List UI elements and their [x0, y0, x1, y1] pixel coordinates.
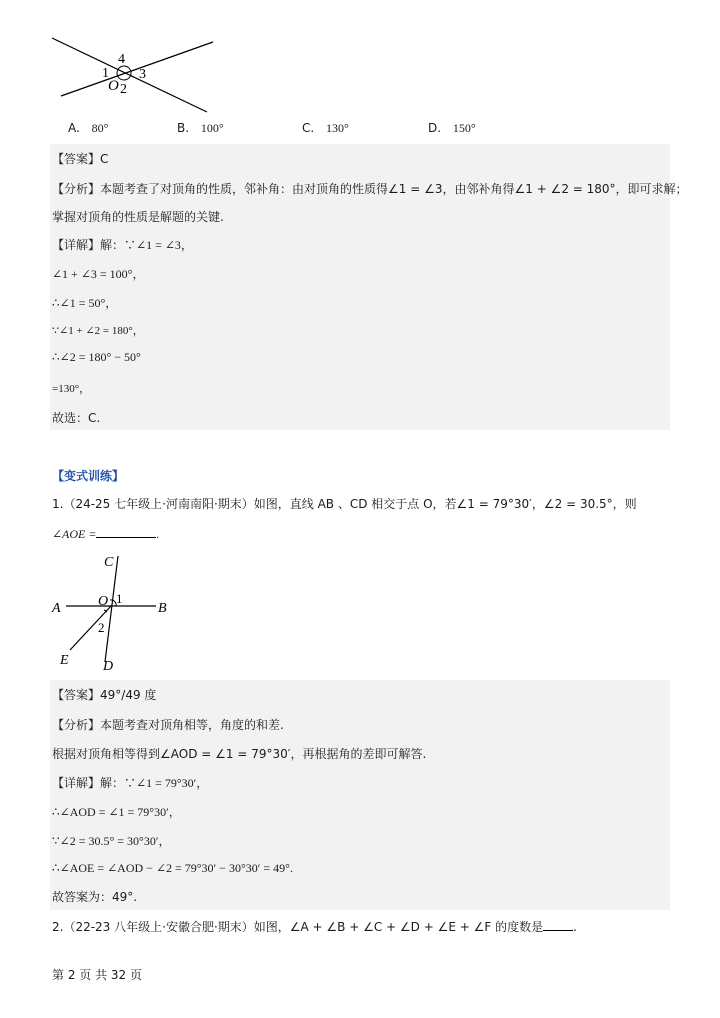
fig2-label-d: D	[103, 659, 114, 674]
detail-step: ∵∠2 = 30.5° = 30°30′，	[52, 834, 171, 848]
answer-value: C	[100, 152, 109, 166]
choice-c-value: 130°	[326, 121, 349, 135]
detail-step: ∠1 + ∠3 = 100°，	[52, 267, 145, 281]
detail-step: ∵∠1 + ∠2 = 180°，	[52, 325, 144, 337]
choice-d-value: 150°	[452, 121, 476, 135]
analysis-text: 本题考查对顶角相等，角度的和差.	[100, 718, 284, 732]
detail-line	[52, 236, 193, 253]
choice-a-value: 80°	[91, 121, 109, 135]
detail-step: =130°，	[52, 383, 91, 395]
fig1-label-o: O	[108, 78, 119, 94]
answer-value: 49°/49 度	[100, 688, 157, 702]
choice-a[interactable]	[68, 121, 108, 136]
answer-line	[52, 150, 108, 167]
answer-line	[52, 686, 156, 703]
fig2-label-e: E	[60, 653, 69, 668]
question-1-prefix: ∠AOE =	[52, 527, 97, 541]
choice-b[interactable]	[177, 121, 224, 136]
detail-step: 解：∵∠1 = 79°30′，	[100, 776, 209, 790]
fig1-label-4: 4	[118, 52, 125, 67]
question-2-text	[52, 918, 577, 935]
detail-tag: 【详解】	[52, 238, 101, 252]
choice-c-letter: C.	[302, 121, 315, 135]
variant-heading: 【变式训练】	[52, 469, 125, 483]
analysis-tag: 【分析】	[52, 182, 101, 196]
question-2-suffix: .	[573, 920, 577, 934]
analysis-line-2: 根据对顶角相等得到∠AOD = ∠1 = 79°30′，再根据角的差即可解答.	[52, 747, 427, 761]
detail-step: 解：∵∠1 = ∠3，	[100, 238, 193, 252]
choice-b-value: 100°	[200, 121, 224, 135]
choice-c[interactable]	[302, 121, 349, 136]
answer-blank[interactable]	[96, 525, 156, 538]
detail-step: 故答案为：49°.	[52, 890, 138, 904]
question-1-suffix: .	[156, 527, 160, 541]
choice-b-letter: B.	[177, 121, 190, 135]
analysis-text: 本题考查了对顶角的性质，邻补角：由对顶角的性质得∠1 = ∠3，由邻补角得∠1 + ∠2 = 180°，即可求解；	[100, 182, 688, 196]
question-1-line-2	[52, 525, 159, 542]
fig2-label-c: C	[104, 555, 114, 570]
figure-intersecting-lines	[45, 30, 225, 120]
fig1-label-3: 3	[139, 67, 146, 82]
answer-blank[interactable]	[543, 918, 573, 931]
question-2-body: 2.（22-23 八年级上·安徽合肥·期末）如图，∠A + ∠B + ∠C + ∠D + ∠E + ∠F 的度数是	[52, 920, 544, 934]
figure-lines-ab-cd	[48, 550, 178, 675]
detail-step: ∴∠2 = 180° − 50°	[52, 350, 141, 364]
fig2-label-1: 1	[116, 591, 123, 606]
analysis-tag: 【分析】	[52, 718, 101, 732]
choice-d-letter: D.	[428, 121, 442, 135]
detail-step: ∴∠1 = 50°，	[52, 296, 118, 310]
fig2-label-o: O	[98, 594, 109, 609]
answer-box-2	[50, 680, 670, 910]
choice-a-letter: A.	[68, 121, 80, 135]
fig2-label-a: A	[52, 601, 61, 616]
answer-tag: 【答案】	[52, 152, 101, 166]
page-footer: 第 2 页 共 32 页	[52, 968, 142, 982]
detail-step: 故选：C.	[52, 411, 101, 425]
analysis-line-2: 掌握对顶角的性质是解题的关键.	[52, 210, 224, 224]
detail-tag: 【详解】	[52, 776, 101, 790]
fig2-label-b: B	[158, 601, 167, 616]
choice-d[interactable]	[428, 121, 476, 136]
answer-box-1	[50, 144, 688, 430]
answer-tag: 【答案】	[52, 688, 101, 702]
fig1-label-2: 2	[120, 82, 127, 97]
fig2-label-2: 2	[98, 620, 105, 635]
detail-line	[52, 774, 208, 791]
fig1-label-1: 1	[102, 66, 109, 81]
detail-step: ∴∠AOD = ∠1 = 79°30′，	[52, 805, 181, 819]
detail-step: ∴∠AOE = ∠AOD − ∠2 = 79°30′ − 30°30′ = 49°.	[52, 861, 293, 875]
analysis-line	[52, 716, 284, 733]
question-1-text: 1.（24-25 七年级上·河南南阳·期末）如图，直线 AB 、CD 相交于点 O，若∠1 = 79°30′，∠2 = 30.5°，则	[52, 497, 637, 511]
analysis-line	[52, 180, 688, 197]
